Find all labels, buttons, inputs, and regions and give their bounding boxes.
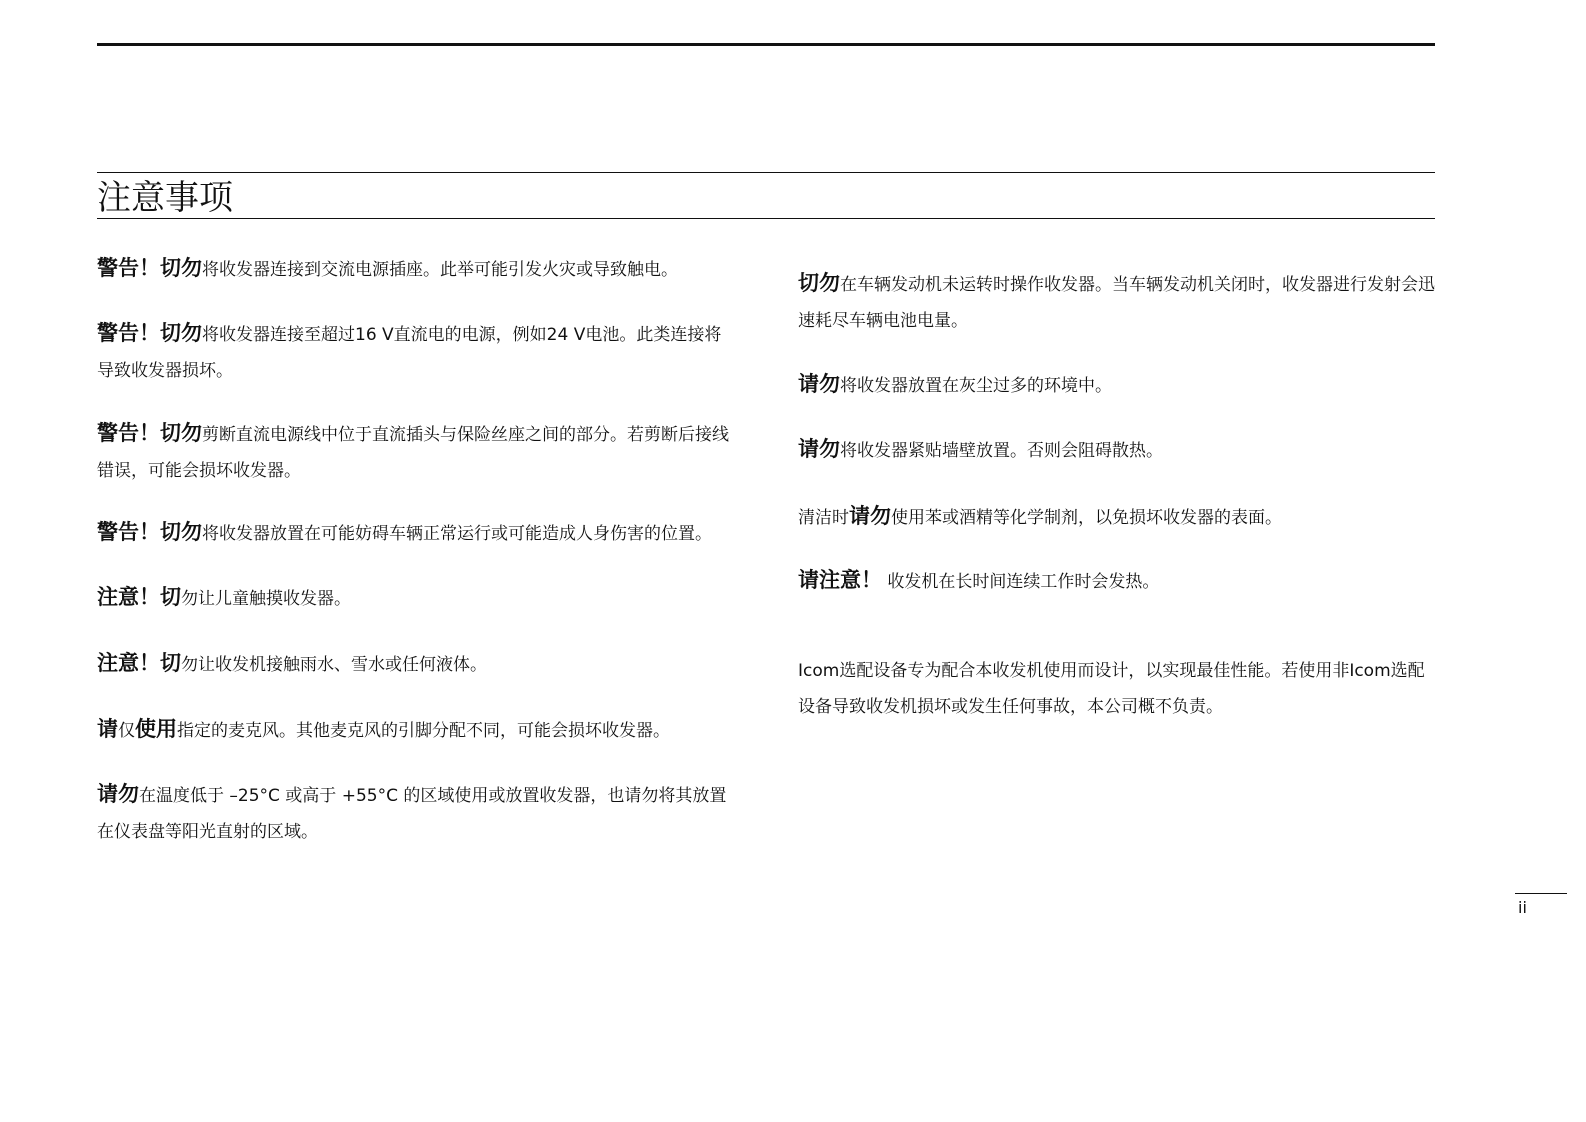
- left-caution-item-4: [97, 514, 737, 552]
- left-caution-item-8: [97, 776, 737, 850]
- caution-text: 将收发器连接到交流电源插座。此举可能引发火灾或导致触电。: [202, 260, 678, 280]
- left-caution-item-2: [97, 315, 737, 389]
- emphasis-label: 警告！切勿: [97, 321, 202, 345]
- emphasis-label: 请勿: [798, 372, 840, 396]
- caution-text: 勿让收发机接触雨水、雪水或任何液体。: [181, 655, 487, 675]
- emphasis-label: 请勿: [849, 504, 891, 528]
- emphasis-label: 请勿: [97, 782, 139, 806]
- emphasis-label: 使用: [135, 717, 177, 741]
- caution-text: 在温度低于 –25°C 或高于 +55°C 的区域使用或放置收发器，也请勿将其放置在仪表盘等阳光直射的区域。: [97, 786, 727, 842]
- page-number: ii: [1518, 898, 1527, 917]
- caution-text: 收发机在长时间连续工作时会发热。: [882, 572, 1160, 592]
- left-caution-item-3: [97, 415, 737, 489]
- caution-text: Icom选配设备专为配合本收发机使用而设计，以实现最佳性能。若使用非Icom选配设备导致收发机损坏或发生任何事故，本公司概不负责。: [798, 661, 1425, 717]
- top-rule: [97, 43, 1435, 46]
- right-caution-item-2: [798, 366, 1438, 404]
- left-caution-item-1: [97, 250, 737, 288]
- left-caution-item-6: [97, 645, 737, 683]
- caution-text: 剪断直流电源线中位于直流插头与保险丝座之间的部分。若剪断后接线错误，可能会损坏收发器。: [97, 425, 729, 481]
- emphasis-label: 注意！切: [97, 651, 181, 675]
- caution-text: 将收发器紧贴墙壁放置。否则会阻碍散热。: [840, 441, 1163, 461]
- right-caution-item-6: [798, 653, 1438, 725]
- left-caution-item-7: [97, 711, 737, 749]
- emphasis-label: 警告！切勿: [97, 256, 202, 280]
- page-number-rule: [1515, 893, 1567, 894]
- caution-text: 在车辆发动机未运转时操作收发器。当车辆发动机关闭时，收发器进行发射会迅速耗尽车辆电池电量。: [798, 275, 1435, 331]
- caution-text: 将收发器连接至超过16 V直流电的电源，例如24 V电池。此类连接将导致收发器损坏。: [97, 325, 722, 381]
- emphasis-label: 警告！切勿: [97, 421, 202, 445]
- emphasis-label: 切勿: [798, 271, 840, 295]
- right-caution-item-4: [798, 498, 1438, 536]
- caution-text: 清洁时: [798, 508, 849, 528]
- emphasis-label: 警告！切勿: [97, 520, 202, 544]
- emphasis-label: 注意！切: [97, 585, 181, 609]
- title-bar: [97, 172, 1435, 219]
- page-title: 注意事项: [97, 178, 233, 218]
- caution-text: 将收发器放置在灰尘过多的环境中。: [840, 376, 1112, 396]
- caution-text: 仅: [118, 721, 135, 741]
- emphasis-label: 请: [97, 717, 118, 741]
- emphasis-label: 请勿: [798, 437, 840, 461]
- right-caution-item-1: [798, 265, 1438, 339]
- right-caution-item-5: [798, 562, 1438, 600]
- caution-text: 勿让儿童触摸收发器。: [181, 589, 351, 609]
- emphasis-label: 请注意！: [798, 568, 882, 592]
- caution-text: 指定的麦克风。其他麦克风的引脚分配不同，可能会损坏收发器。: [177, 721, 670, 741]
- caution-text: 将收发器放置在可能妨碍车辆正常运行或可能造成人身伤害的位置。: [202, 524, 712, 544]
- left-caution-item-5: [97, 579, 737, 617]
- caution-text: 使用苯或酒精等化学制剂，以免损坏收发器的表面。: [891, 508, 1282, 528]
- right-caution-item-3: [798, 431, 1438, 469]
